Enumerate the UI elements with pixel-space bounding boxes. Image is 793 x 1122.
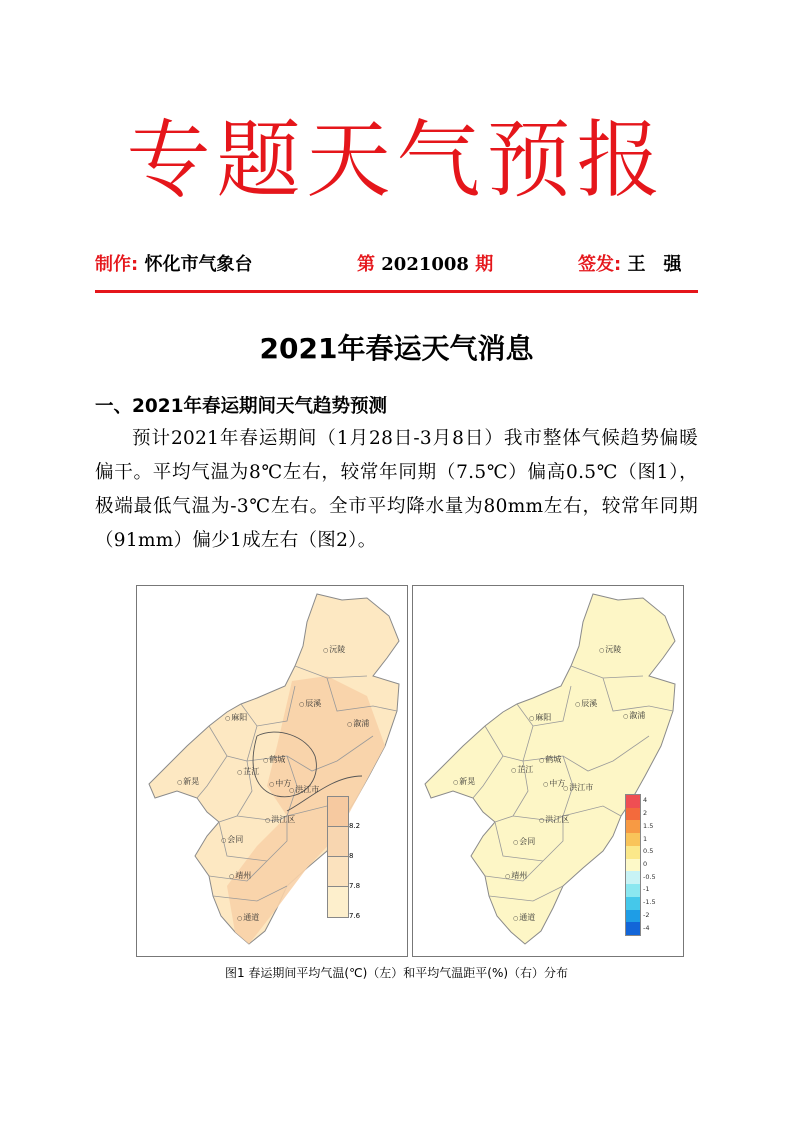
- city-label: ○通道: [513, 913, 536, 922]
- colorbar-tick: 4: [643, 796, 648, 805]
- legend-tick: 7.8: [349, 882, 361, 890]
- colorbar-tick: -1: [643, 885, 650, 894]
- city-label: ○靖州: [505, 871, 528, 880]
- city-label: ○靖州: [229, 871, 252, 880]
- signer-name: 王 强: [627, 254, 682, 275]
- legend-swatch-3: [327, 856, 349, 887]
- colorbar-segment: [626, 910, 640, 923]
- colorbar-tick: 2: [643, 809, 648, 818]
- city-label: ○麻阳: [225, 713, 248, 722]
- colorbar-segment: [626, 922, 640, 935]
- city-label: ○溆浦: [623, 711, 646, 720]
- section-paragraph: 预计2021年春运期间（1月28日-3月8日）我市整体气候趋势偏暖偏干。平均气温为8℃左右，较常年同期（7.5℃）偏高0.5℃（图1），极端最低气温为-3℃左右。全市平均降水量为80mm左右，较常年同期（91mm）偏少1成左右（图2）。: [95, 428, 698, 551]
- colorbar-segment: [626, 833, 640, 846]
- legend-swatch-4: [327, 886, 349, 918]
- header-divider: [95, 290, 698, 293]
- issue-number: 2021008: [381, 254, 469, 275]
- city-label: ○溆浦: [347, 719, 370, 728]
- city-label: ○洪江市: [289, 785, 320, 794]
- city-label: ○芷江: [237, 767, 260, 776]
- colorbar-tick: -2: [643, 910, 650, 919]
- city-label: ○会同: [221, 835, 244, 844]
- masthead-title: 专题天气预报: [126, 111, 667, 209]
- city-label: ○新晃: [453, 777, 476, 786]
- colorbar-tick: -4: [643, 923, 650, 932]
- figure-caption: 图1 春运期间平均气温(℃)（左）和平均气温距平(%)（右）分布: [224, 966, 569, 980]
- colorbar-segment: [626, 897, 640, 910]
- producer-label: 制作:: [95, 254, 139, 275]
- city-label: ○洪江市: [563, 783, 594, 792]
- colorbar-tick: 0: [643, 860, 648, 868]
- signer-label: 签发:: [578, 254, 622, 275]
- legend-swatch-2: [327, 826, 349, 857]
- colorbar-segment: [626, 871, 640, 884]
- city-label: ○新晃: [177, 777, 200, 786]
- city-label: ○鹤城: [263, 755, 286, 764]
- legend-tick: 8.2: [349, 822, 361, 830]
- colorbar-segment: [626, 846, 640, 859]
- anomaly-colorbar: [625, 794, 641, 936]
- city-label: ○中方: [543, 779, 566, 788]
- anomaly-ticks: [643, 794, 673, 934]
- issue-suffix: 期: [475, 254, 494, 275]
- city-label: ○沅陵: [599, 645, 622, 654]
- legend-swatch-1: [327, 796, 349, 827]
- city-label: ○辰溪: [575, 699, 598, 708]
- colorbar-segment: [626, 820, 640, 833]
- producer-name: 怀化市气象台: [144, 254, 253, 275]
- city-label: ○洪江区: [539, 815, 570, 824]
- city-label: ○会同: [513, 837, 536, 846]
- city-label: ○通道: [237, 913, 260, 922]
- document-title: 2021年春运天气消息: [259, 332, 534, 365]
- colorbar-tick: 0.5: [643, 847, 654, 856]
- anomaly-map-panel: [412, 585, 684, 957]
- city-label: ○沅陵: [323, 645, 346, 654]
- colorbar-tick: -0.5: [643, 872, 656, 881]
- issue-prefix: 第: [357, 254, 375, 275]
- figure-maps: [136, 585, 686, 955]
- temperature-map-panel: [136, 585, 408, 957]
- city-label: ○芷江: [511, 765, 534, 774]
- issue-line: [357, 250, 493, 276]
- legend-tick: 7.6: [349, 912, 361, 920]
- section-heading: 一、2021年春运期间天气趋势预测: [95, 396, 387, 417]
- city-label: ○鹤城: [539, 755, 562, 764]
- colorbar-tick: 1: [643, 834, 648, 843]
- producer-line: [95, 250, 252, 276]
- city-label: ○麻阳: [529, 713, 552, 722]
- city-label: ○洪江区: [265, 815, 296, 824]
- colorbar-segment: [626, 808, 640, 821]
- city-label: ○辰溪: [299, 699, 322, 708]
- legend-tick: 8: [349, 852, 354, 860]
- colorbar-tick: 1.5: [643, 821, 654, 830]
- colorbar-tick: -1.5: [643, 898, 656, 907]
- signer-line: [578, 250, 681, 276]
- colorbar-segment: [626, 884, 640, 897]
- temperature-legend: [327, 796, 377, 920]
- anomaly-legend: [625, 794, 670, 934]
- colorbar-segment: [626, 859, 640, 872]
- city-label: ○中方: [269, 779, 292, 788]
- colorbar-segment: [626, 795, 640, 808]
